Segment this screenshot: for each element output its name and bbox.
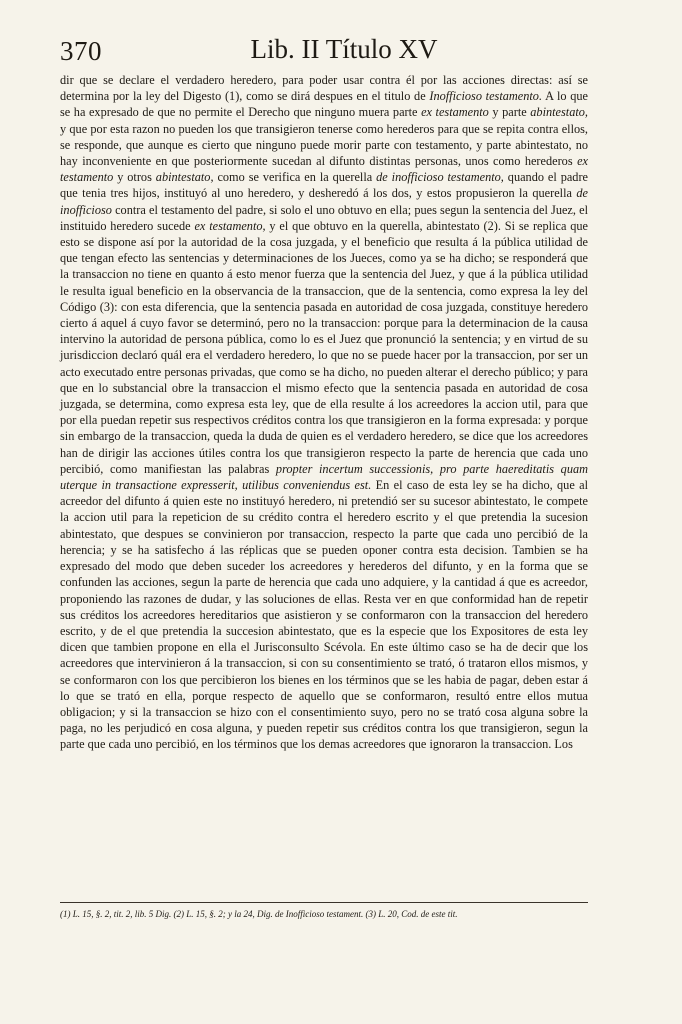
italic-run: Inofficioso testamento.: [429, 89, 543, 104]
italic-run: de inofficioso: [60, 186, 589, 217]
text-run: dir que se declare el verdadero heredero, para poder usar contra él por las acciones directas: así se determina por la ley del Digesto (1), como se dirá despues en el titulo de: [60, 73, 588, 104]
text-run: contra el testamento del padre, si solo el uno obtuvo en ella; pues segun la sentencia del Juez, el instituido heredero sucede: [60, 202, 588, 233]
text-run: y otros: [117, 170, 152, 185]
italic-run: propter incertum successionis, pro parte haereditatis quam uterque in transactione expresserit, utilibus conveniendus est.: [60, 461, 588, 493]
page-header: [54, 34, 594, 74]
text-run: En el caso de esta ley se ha dicho, que al acreedor del difunto á quien este no instituyó heredero, ni pretendió ser su sucesor abintestato, le compete la accion util para la repeticion de su crédito contra el heredero escrito y el que pretendia la sucesion abintestato, que despues se convinieron por transaccion, respecto la parte que cada uno percibió de la herencia; y se ha satisfecho á las réplicas que se pueden oponer contra esta decision. Tambien se ha expresado del modo que deben suceder los acreedores y herederos del difunto, y en la forma que se confunden las acciones, segun la parte de herencia que cada uno adquiere, y la cantidad á que es acreedor, proponiendo las razones de dudar, y las soluciones de ellas. Resta ver en que conformidad han de repetir sus créditos los acreedores hereditarios que asistieron y se conformaron con la transaccion del heredero escrito, y de el que pretendia la succesion abintestato, que es la especie que los Expositores de esta ley dicen que tambien propone en ella el Jurisconsulto Scévola. En este último caso se ha de decir que los acreedores que intervinieron á la transaccion, si con su consentimiento se trató, ó trataron ellos mismos, y se conformaron con los que percibieron los bienes en los términos que se les habia de pagar, deben estar á lo que se trató en ella, porque respecto de aquello que se conformaron, resultó entre ellos mutua obligacion; y si la transaccion se hizo con el consentimiento suyo, pero no se trató cosa alguna sobre la paga, no les perjudicó en cosa alguna, y pueden repetir sus créditos contra los que transigieron, segun la parte que cada uno percibió, en los términos que los demas acreedores que ignoraron la transaccion. Los: [60, 478, 588, 752]
text-run: y parte: [492, 105, 527, 120]
page-number: 370: [60, 36, 102, 66]
italic-run: ex testamento: [60, 154, 588, 185]
text-run: A lo que se ha expresado de que no permite el Derecho que ninguno muera parte: [60, 89, 588, 120]
paragraph: [60, 72, 588, 753]
italic-run: abintestato,: [155, 170, 214, 185]
body-text: [60, 72, 588, 894]
footnotes: (1) L. 15, §. 2, tit. 2, lib. 5 Dig. (2) L. 15, §. 2; y la 24, Dig. de Inofficioso testament. (3) L. 20, Cod. de este tit.: [60, 909, 458, 919]
footnote-divider: [60, 902, 588, 903]
text-run: y que por esta razon no pueden los que transigieron tenerse como herederos para que se repita contra ellos, se responde, que aunque es cierto que ninguno puede morir parte con testamento, y parte abintestato, no hay inconveniente en que posteriormente sucedan al difunto distintas personas, unos como herederos: [60, 121, 588, 169]
italic-run: ex testamento: [421, 105, 489, 120]
italic-run: de inofficioso testamento,: [376, 170, 504, 185]
text-run: como se verifica en la querella: [217, 170, 373, 185]
running-title: Lib. II Título XV: [250, 34, 438, 64]
text-run: quando el padre que tenia tres hijos, instituyó al uno heredero, y desheredó á los dos, y estos propusieron la querella: [60, 170, 589, 201]
italic-run: ex testamento,: [194, 218, 266, 233]
italic-run: abintestato,: [530, 105, 588, 120]
text-run: y el que obtuvo en la querella, abintestato (2). Si se replica que esto se dispone así por la autoridad de la cosa juzgada, y el beneficio que resulta á la pública utilidad de que tengan efecto las sentencias y determinaciones de los Jueces, como ya se ha dicho; se responderá que la transaccion no tiene en quanto á esto menor fuerza que la sentencia del Juez, y que á la pública utilidad le resulta igual beneficio en la observancia de la transaccion, que de la sentencia, como expresa la ley del Código (3): con esta diferencia, que la sentencia pasada en autoridad de cosa juzgada, constituye heredero cierto á aquel á cuyo favor se determinó, pero no la transaccion: porque para la determinacion de la causa intervino la autoridad de persona pública, como lo es el Juez que pronunció la sentencia; y en virtud de su jurisdiccion declaró quál era el verdadero heredero, lo que no se puede hacer por la transaccion, por ser un acto executado entre personas privadas, que como se ha dicho, no pueden alterar el derecho público; y para que en lo substancial obre la transaccion el mismo efecto que la sentencia pasada en autoridad de cosa juzgada, se determina, como expresa esta ley, que de ella resulte á los acreedores la accion util, para que por ella puedan repetir sus respectivos créditos contra los que transigieron en la forma expresada: y porque sin embargo de la transaccion, queda la duda de quien es el verdadero heredero, se dice que los acreedores han de dirigir las acciones útiles contra los que transigieron respecto la parte de herencia que cada uno percibió, como manifiestan las palabras: [60, 218, 588, 476]
